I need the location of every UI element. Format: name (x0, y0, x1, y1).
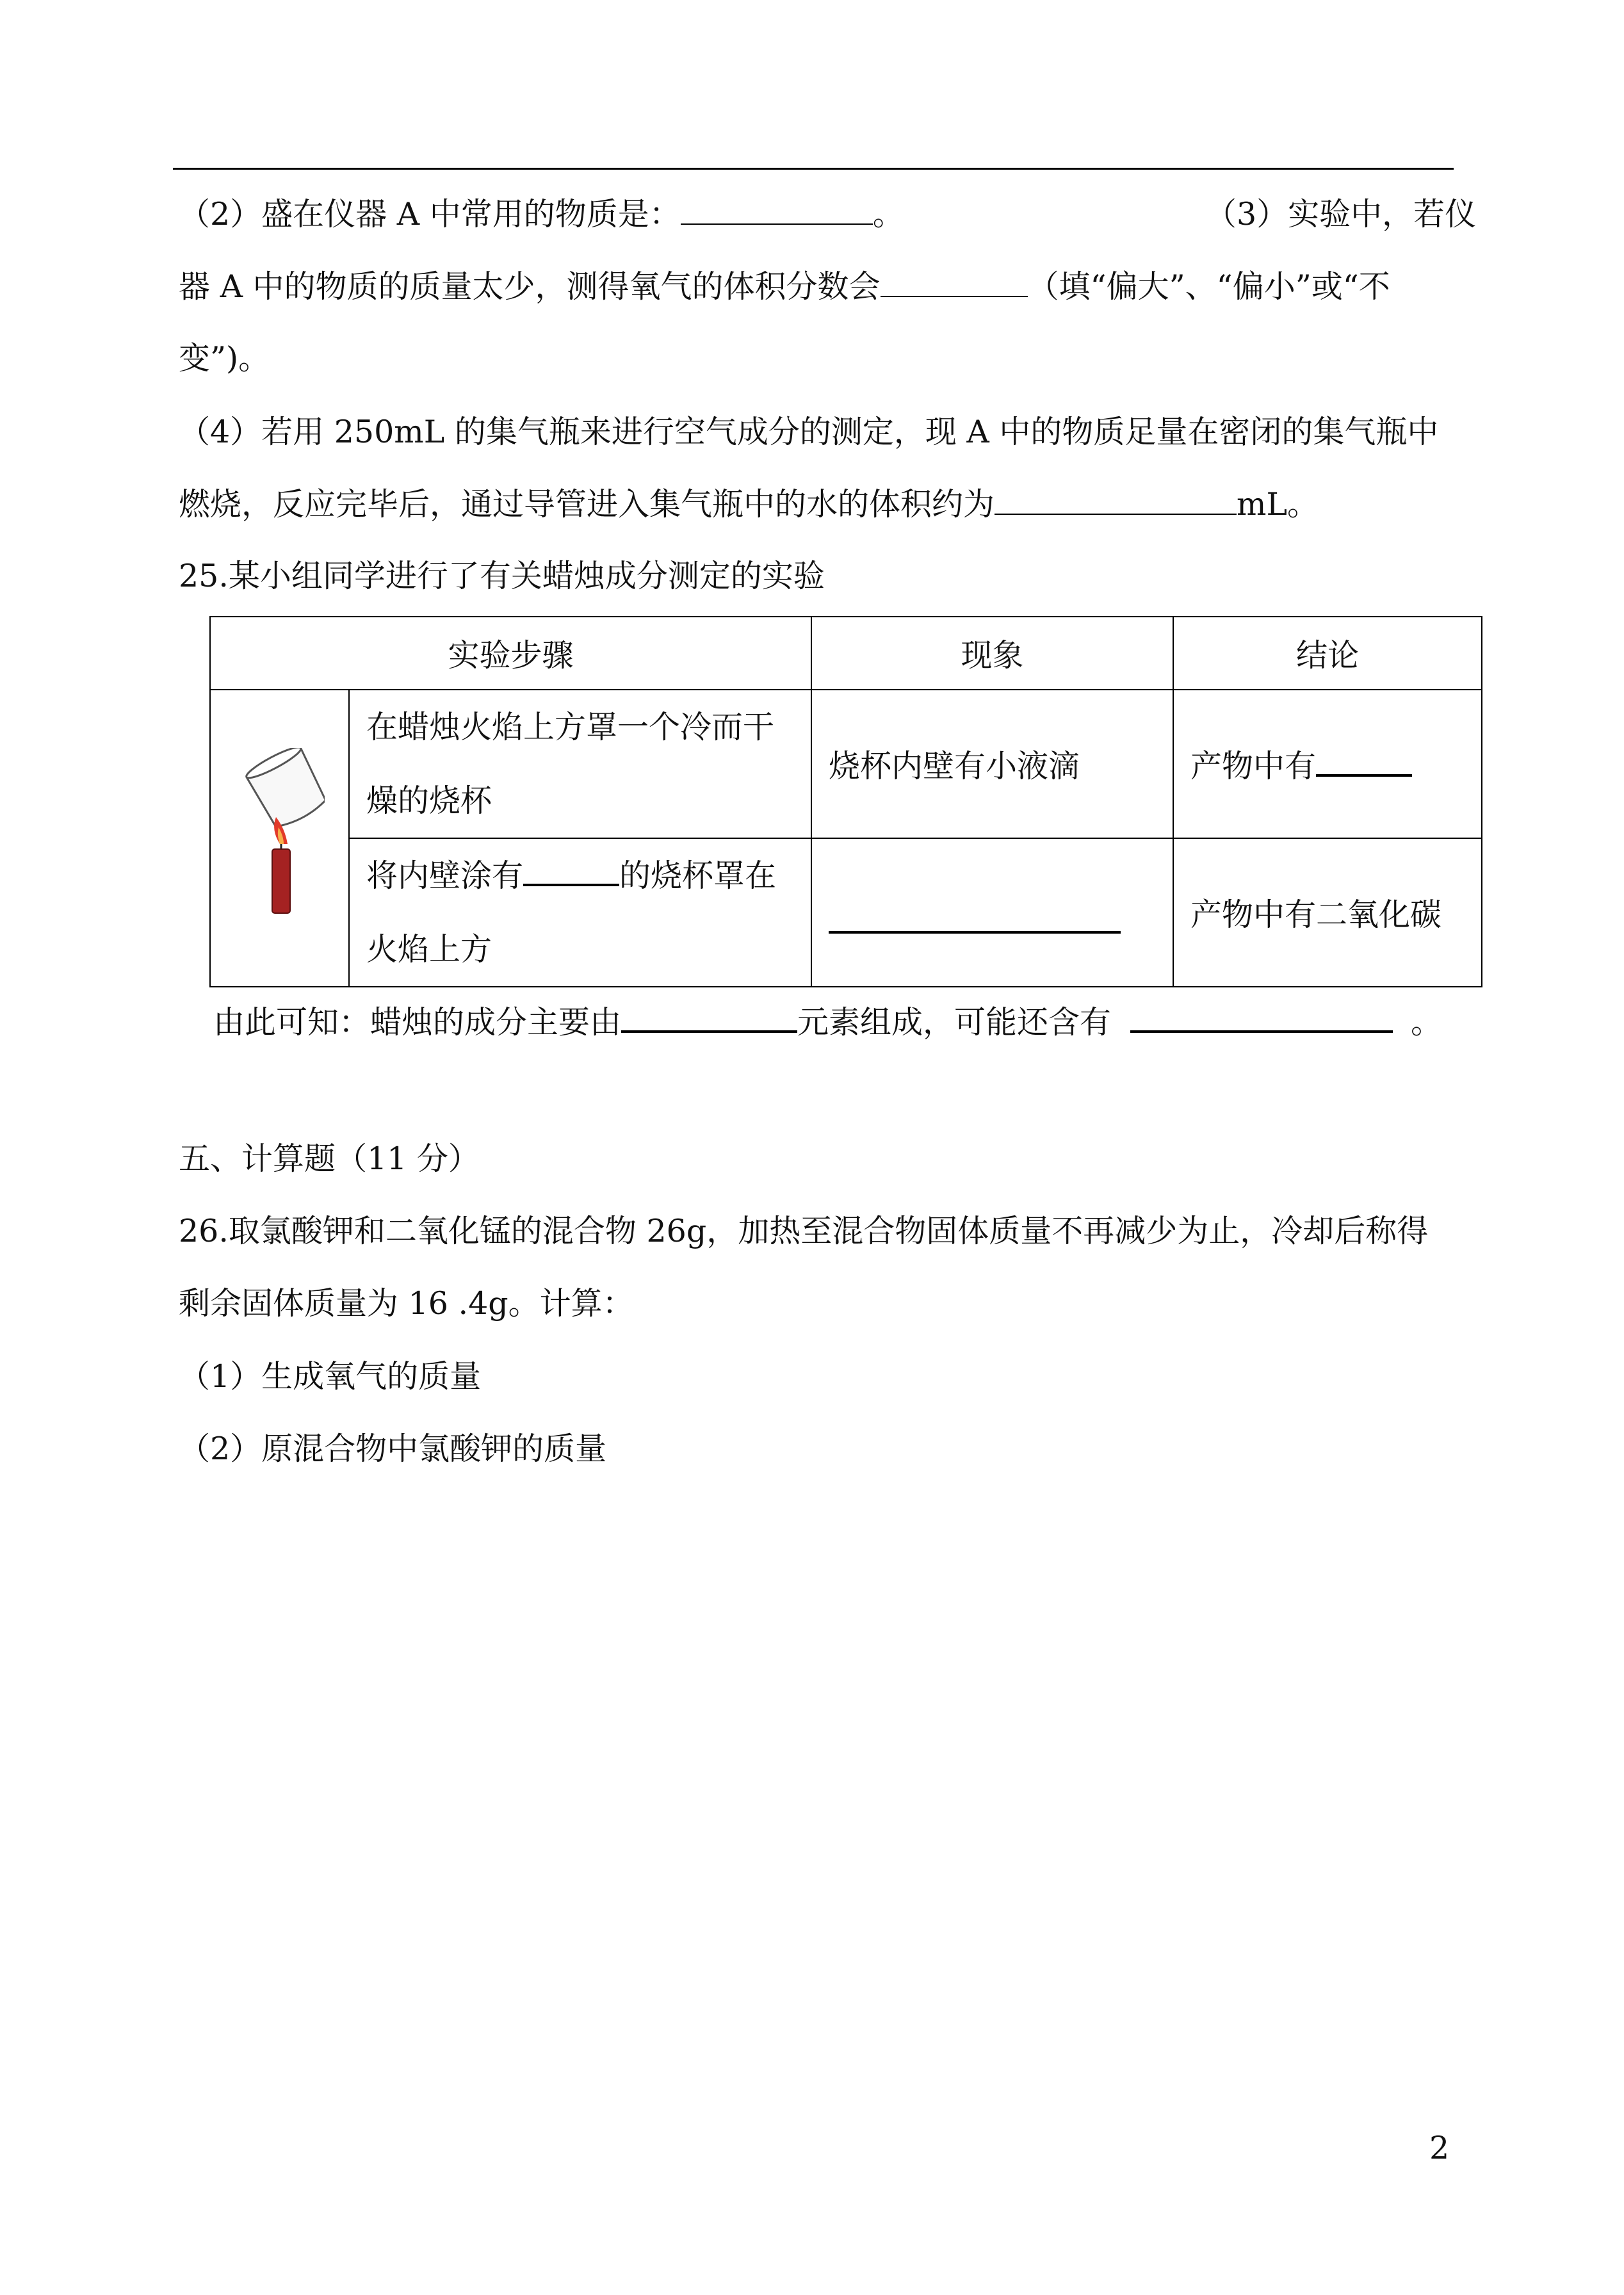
header-phenomenon: 现象 (811, 617, 1173, 690)
conclusion-1-cell (1173, 690, 1482, 838)
conclusion-1: 产物中有 (1190, 748, 1317, 784)
table-row (210, 690, 1482, 838)
step-2-start: 将内壁涂有 (366, 857, 524, 894)
q26-line-2: 剩余固体质量为 16 .4g。计算： (179, 1285, 634, 1322)
phenomenon-2-cell (811, 838, 1173, 987)
header-steps: 实验步骤 (210, 617, 811, 690)
q24-sub3-start: （3）实验中，若仪 (1205, 196, 1477, 232)
q24-line-2 (179, 268, 1390, 306)
step-1: 在蜡烛火焰上方罩一个冷而干燥的烧杯 (349, 690, 811, 838)
q24-sub3-options: （填“偏大”、“偏小”或“不 (1027, 268, 1390, 305)
summary-text-3: 。 (1411, 1004, 1443, 1041)
answer-blank[interactable] (995, 513, 1237, 515)
q24-sub3-text: 器 A 中的物质的质量太少，测得氧气的体积分数会 (179, 268, 881, 305)
answer-blank[interactable] (1130, 1030, 1393, 1033)
q24-sub4-text: 燃烧，反应完毕后，通过导管进入集气瓶中的水的体积约为 (179, 486, 995, 523)
q25-summary (213, 1003, 1442, 1042)
conclusion-2: 产物中有二氧化碳 (1173, 838, 1482, 987)
summary-text-2: 元素组成，可能还含有 (797, 1004, 1112, 1041)
phenomenon-1: 烧杯内壁有小液滴 (811, 690, 1173, 838)
answer-blank[interactable] (1316, 774, 1412, 777)
answer-blank[interactable] (681, 223, 873, 225)
page-number: 2 (1429, 2130, 1450, 2166)
q26-sub-2: （2）原混合物中氯酸钾的质量 (179, 1431, 607, 1467)
q24-sub4-unit: mL。 (1237, 486, 1319, 523)
answer-blank[interactable] (829, 930, 1121, 934)
q24-line-3: 变”)。 (179, 340, 270, 377)
q25-title: 25.某小组同学进行了有关蜡烛成分测定的实验 (179, 558, 825, 594)
q24-line-4: （4）若用 250mL 的集气瓶来进行空气成分的测定，现 A 中的物质足量在密闭的集气瓶中 (179, 414, 1439, 450)
q24-sub2-text: （2）盛在仪器 A 中常用的物质是： (179, 196, 681, 232)
candle-illustration-cell (210, 690, 349, 987)
q26-line-1: 26.取氯酸钾和二氧化锰的混合物 26g，加热至混合物固体质量不再减少为止，冷却后称得 (179, 1213, 1429, 1249)
answer-blank[interactable] (881, 295, 1028, 297)
experiment-table (209, 616, 1482, 987)
q24-line-1 (179, 195, 904, 234)
answer-blank[interactable] (621, 1030, 797, 1033)
header-rule (173, 168, 1454, 170)
q24-line-5 (179, 485, 1319, 524)
candle-beaker-icon (235, 748, 325, 921)
answer-blank[interactable] (523, 883, 619, 886)
q26-sub-1: （1）生成氧气的质量 (179, 1358, 482, 1395)
header-conclusion: 结论 (1173, 617, 1482, 690)
section-5-title: 五、计算题（11 分） (179, 1140, 480, 1177)
table-header-row (210, 617, 1482, 690)
summary-text-1: 由此可知：蜡烛的成分主要由 (213, 1004, 622, 1041)
step-2-end: 的烧杯罩在火焰上方 (366, 857, 777, 968)
table-row (210, 838, 1482, 987)
step-2-cell (349, 838, 811, 987)
q24-sub2-end: 。 (872, 196, 904, 232)
